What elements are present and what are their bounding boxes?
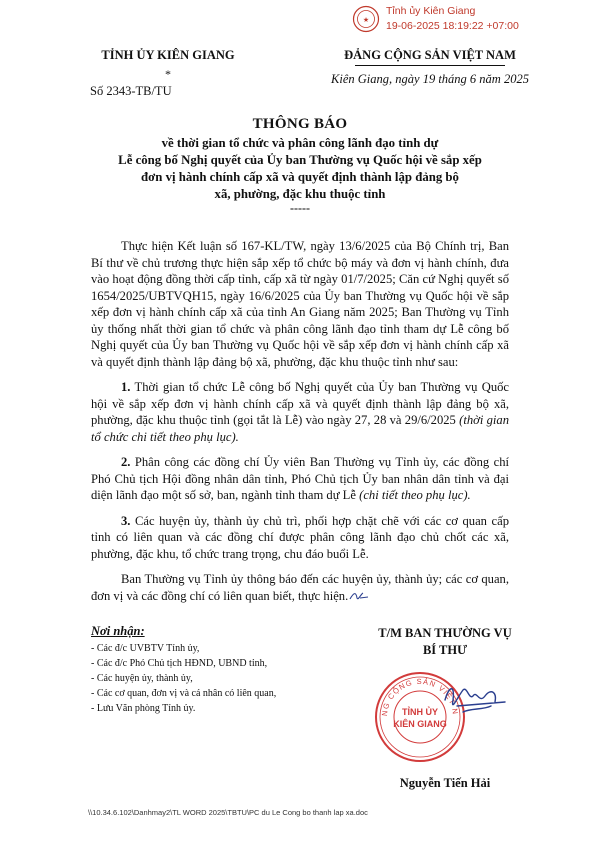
nation-title: ĐẢNG CỘNG SẢN VIỆT NAM <box>344 48 516 62</box>
subject-line-2: Lễ công bố Nghị quyết của Ủy ban Thường vụ Quốc hội về sắp xếp <box>118 153 482 167</box>
seal-icon <box>352 5 380 33</box>
seal-center-text-2: KIÊN GIANG <box>393 719 447 729</box>
item-1 <box>91 379 509 445</box>
initial-mark-icon <box>348 590 370 602</box>
item-1-number: 1. <box>121 380 131 394</box>
seal-center-text-1: TỈNH ỦY <box>402 707 438 717</box>
svg-text:★: ★ <box>362 17 370 24</box>
header-left <box>78 48 258 82</box>
seal-ring-text: NG CỘNG SẢN VIỆT N <box>379 676 461 717</box>
item-2-text: Phân công các đồng chí Ủy viên Ban Thường vụ Tỉnh ủy, các đồng chí Phó Chủ tịch Hội đồng nhân dân tỉnh, Phó Chủ tịch Ủy ban nhân dân tỉnh và đại diện lãnh đạo một số sở, ban, ngành tỉnh tham dự Lễ <box>91 455 509 502</box>
nation-underline <box>355 65 505 66</box>
intro-paragraph: Thực hiện Kết luận số 167-KL/TW, ngày 13/6/2025 của Bộ Chính trị, Ban Bí thư về chủ trương thực hiện sắp xếp tổ chức bộ máy và đơn vị hành chính, đưa vào hoạt động đồng thời cấp tỉnh, cấp xã từ ngày 01/7/2025; Căn cứ Nghị quyết số 1654/2025/UBTVQH15, ngày 16/6/2025 của Ủy ban Thường vụ Quốc hội về sắp xếp đơn vị hành chính cấp xã của tỉnh An Giang năm 2025; Ban Thường vụ Tỉnh ủy thống nhất thời gian tổ chức và phân công lãnh đạo tỉnh tham dự Lễ công bố Nghị quyết của Ủy ban Thường vụ Quốc hội về sắp xếp đơn vị hành chính cấp xã và quyết định thành lập đảng bộ xã, phường, đặc khu thuộc tỉnh như sau: <box>91 239 509 369</box>
title-separator: ----- <box>290 201 310 215</box>
subject-line-1: về thời gian tổ chức và phân công lãnh đạo tỉnh dự <box>161 136 439 150</box>
item-2-number: 2. <box>121 455 131 469</box>
item-3-text: Các huyện ủy, thành ủy chủ trì, phối hợp chặt chẽ với các cơ quan cấp tỉnh có liên quan và các đồng chí được phân công lãnh đạo chủ chốt các xã, phường, đặc khu, tổ chức trang trọng, chu đáo buổi Lễ. <box>91 513 509 561</box>
recipient-item: - Lưu Văn phòng Tỉnh ủy. <box>91 703 196 714</box>
signature-timestamp: 19-06-2025 18:19:22 +07:00 <box>386 20 519 32</box>
closing-text: Ban Thường vụ Tỉnh ủy thông báo đến các huyện ủy, thành ủy; các cơ quan, đơn vị và các đồng chí có liên quan biết, thực hiện. <box>91 572 509 603</box>
org-name: TỈNH ỦY KIÊN GIANG <box>101 48 235 62</box>
signature-block <box>345 626 545 658</box>
signature-name: Tỉnh ủy Kiên Giang <box>386 5 476 17</box>
recipient-item: - Các cơ quan, đơn vị và cá nhân có liên quan, <box>91 688 277 699</box>
item-3 <box>91 513 509 563</box>
recipient-item: - Các đ/c Phó Chủ tịch HĐND, UBND tỉnh, <box>91 658 268 669</box>
recipient-item: - Các đ/c UVBTV Tỉnh ủy, <box>91 643 200 654</box>
document-type: THÔNG BÁO <box>252 116 348 132</box>
recipients-title: Nơi nhận: <box>91 624 145 638</box>
item-1-text: Thời gian tổ chức Lễ công bố Nghị quyết của Ủy ban Thường vụ Quốc hội về sắp xếp đơn vị hành chính cấp xã và quyết định thành lập đảng bộ xã, phường, đặc khu thuộc tỉnh (gọi tắt là Lễ) vào ngày 27, 28 và 29/6/2025 <box>91 380 509 427</box>
official-seal-area <box>345 660 545 770</box>
subject-line-3: đơn vị hành chính cấp xã và quyết định thành lập đảng bộ <box>141 170 459 184</box>
on-behalf-label: T/M BAN THƯỜNG VỤ <box>378 626 512 640</box>
document-number: Số 2343-TB/TU <box>90 84 172 98</box>
title-block <box>60 116 540 213</box>
recipients <box>91 624 361 716</box>
closing-paragraph <box>91 571 509 604</box>
signer-position: BÍ THƯ <box>422 643 468 657</box>
item-2 <box>91 454 509 504</box>
recipient-item: - Các huyện ủy, thành ủy, <box>91 673 193 684</box>
place-date: Kiên Giang, ngày 19 tháng 6 năm 2025 <box>331 72 529 86</box>
official-seal <box>345 660 545 770</box>
item-2-note: (chi tiết theo phụ lục). <box>359 488 471 502</box>
file-path: \\10.34.6.102\Danhmay2\TL WORD 2025\TBTU\PC du Le Cong bo thanh lap xa.doc <box>88 808 368 817</box>
digital-signature-stamp <box>352 3 592 37</box>
signer-name: Nguyễn Tiến Hải <box>399 776 491 790</box>
subject-line-4: xã, phường, đặc khu thuộc tỉnh <box>214 187 386 201</box>
header-right <box>300 48 560 87</box>
document-body <box>91 238 509 604</box>
org-star: * <box>165 67 171 81</box>
item-3-number: 3. <box>121 513 131 528</box>
item-1-note: (thời gian tổ chức chi tiết theo phụ lục). <box>91 413 509 444</box>
